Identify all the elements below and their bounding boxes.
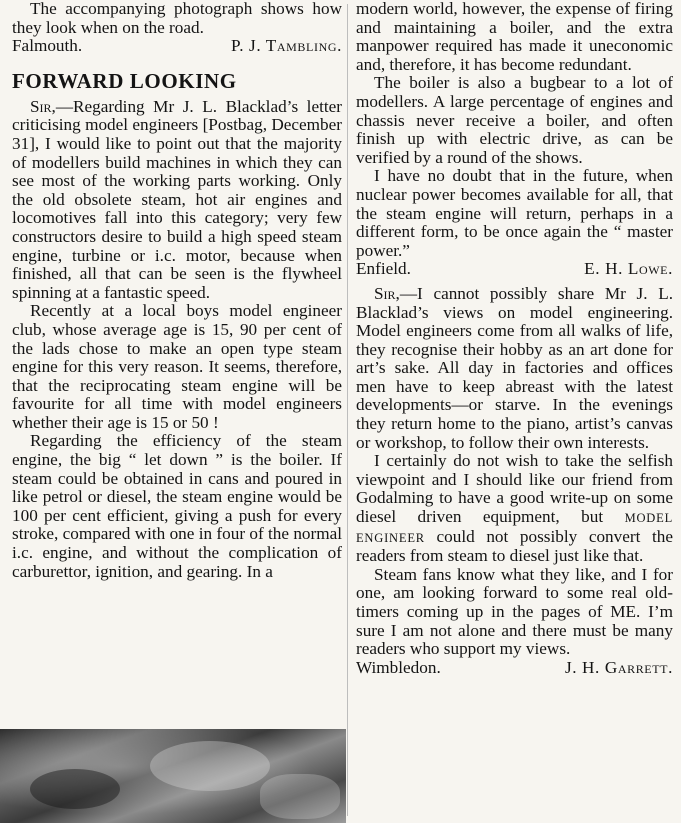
letter2-paragraph-1-text: —I cannot possibly share Mr J. L. Blacklad’s views on model engineering. Model engineers come from all walks of life, they recognise their hobby as an art done for art’s sake. All day in factories and offices men have to keep abreast with the latest developments—or starve. In the evenings they return home to the piano, artist’s canvas or workshop, to follow their own interests. (356, 283, 673, 452)
intro-author: P. J. Tambling. (230, 36, 342, 56)
intro-place: Falmouth. (12, 36, 83, 56)
letter2-salutation: Sir, (374, 283, 400, 303)
letter1-paragraph-1-text: —Regarding Mr J. L. Blacklad’s letter criticising model engineers [Postbag, December 31], I would like to point out that the majority of modellers build machines in which they can see most of the working parts working. Only the old obsolete steam, hot air engines and locomotives fall into this category; very few constructors desire to build a high speed steam engine, turbine or i.c. motor, because when finished, all that can be seen is the flywheel spinning at a fantastic speed. (12, 96, 342, 302)
intro-paragraph: The accompanying photograph shows how they look when on the road. (12, 0, 342, 37)
letter2-paragraph-2 (356, 452, 673, 566)
letter2-signature (356, 659, 673, 678)
letter1-continuation: modern world, however, the expense of firing and maintaining a boiler, and the extra manpower required has made it uneconomic and, therefore, it has become redundant. (356, 0, 673, 74)
left-column (12, 0, 342, 581)
letter1-paragraph-6: I have no doubt that in the future, when nuclear power becomes available for all, that the steam engine will return, perhaps in a different form, to be once again the “ master power.” (356, 166, 673, 260)
letter1-author: E. H. Lowe. (584, 259, 673, 279)
photograph (0, 729, 346, 823)
letter1-paragraph-5: The boiler is also a bugbear to a lot of modellers. A large percentage of engines and chassis never receive a boiler, and often finish up with electric drive, as can be verified by a round of the shows. (356, 73, 673, 167)
letter2-paragraph-3: Steam fans know what they like, and I for one, am looking forward to some real old-timers coming up in the pages of ME. I’m sure I am not alone and there must be many readers who support my views. (356, 564, 673, 659)
letter1-paragraph-3: Regarding the efficiency of the steam engine, the big “ let down ” is the boiler. If steam could be obtained in cans and poured in like petrol or diesel, the steam engine would be 100 per cent efficient, giving a push for every stroke, compared with one in four of the normal i.c. engine, and without the complication of carburettor, ignition, and gearing. In a (12, 431, 342, 581)
magazine-name: MODEL ENGINEER (356, 511, 674, 545)
article-heading: FORWARD LOOKING (12, 68, 237, 93)
letter1-paragraph-2: Recently at a local boys model engineer club, whose average age is 15, 90 per cent of the lads chose to make an open type steam engine for this very reason. It seems, therefore, that the reciprocating steam engine will be favourite for all time with model engineers whether their age is 15 or 50 ! (12, 301, 342, 432)
column-divider (347, 4, 348, 816)
letter2-paragraph-2-a: I certainly do not wish to take the selfish viewpoint and I should like our friend from Godalming to have a good write-up on some diesel driven equipment, but (356, 451, 673, 527)
letter2-paragraph-1 (356, 285, 673, 452)
letter1-salutation: Sir, (30, 96, 56, 116)
letter1-paragraph-1 (12, 98, 342, 303)
letter2-place: Wimbledon. (356, 657, 441, 677)
letter1-place: Enfield. (356, 259, 411, 279)
letter2-paragraph-2-b: could not possibly convert the readers from steam to diesel just like that. (356, 526, 673, 566)
letter1-signature (356, 260, 673, 279)
letter2-author: J. H. Garrett. (564, 657, 673, 677)
intro-signature (12, 37, 342, 56)
right-column (356, 0, 673, 677)
